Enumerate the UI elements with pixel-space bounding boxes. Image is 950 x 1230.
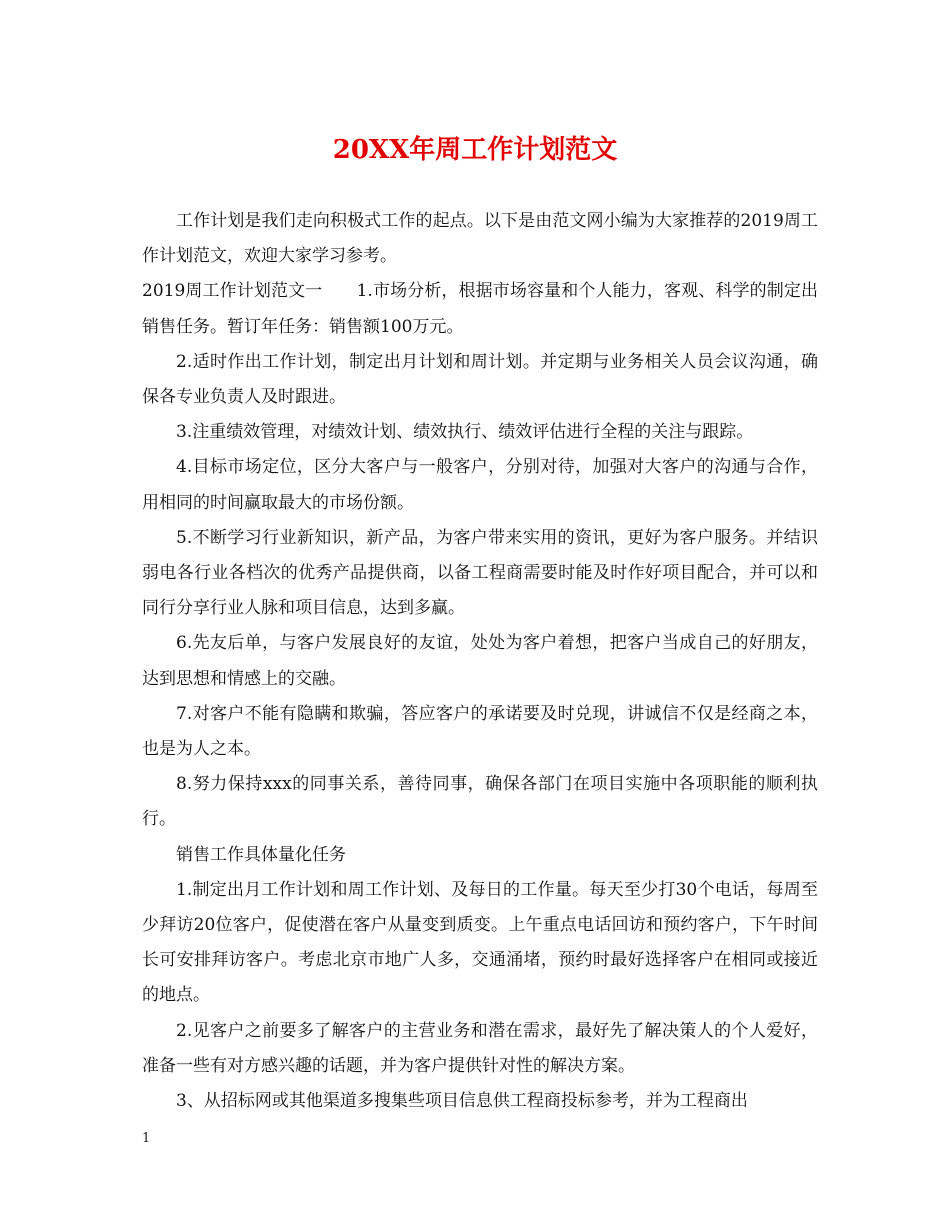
paragraph-item-2: 2.适时作出工作计划，制定出月计划和周计划。并定期与业务相关人员会议沟通，确保各专业负责人及时跟进。 (142, 351, 818, 408)
paragraph-item-4: 4.目标市场定位，区分大客户与一般客户，分别对待，加强对大客户的沟通与合作，用相同的时间赢取最大的市场份额。 (142, 457, 818, 513)
document-body (142, 204, 818, 1119)
document-title: 20XX年周工作计划范文 (332, 135, 618, 165)
paragraph-task-1: 1.制定出月工作计划和周工作计划、及每日的工作量。每天至少打30个电话，每周至少拜访20位客户，促使潜在客户从量变到质变。上午重点电话回访和预约客户，下午时间长可安排拜访客户。考虑北京市地广人多，交通涌堵，预约时最好选择客户在相同或接近的地点。 (142, 879, 818, 1006)
paragraph-task-2: 2.见客户之前要多了解客户的主营业务和潜在需求，最好先了解决策人的个人爱好，准备一些有对方感兴趣的话题，并为客户提供针对性的解决方案。 (142, 1020, 818, 1076)
paragraph-intro: 工作计划是我们走向积极式工作的起点。以下是由范文网小编为大家推荐的2019周工作计划范文，欢迎大家学习参考。 (142, 211, 818, 267)
paragraph-item-1: 2019周工作计划范文一 1.市场分析，根据市场容量和个人能力，客观、科学的制定出销售任务。暂订年任务：销售额100万元。 (142, 281, 818, 337)
page-number: 1 (142, 1131, 151, 1146)
paragraph-item-8: 8.努力保持xxx的同事关系，善待同事，确保各部门在项目实施中各项职能的顺利执行。 (142, 774, 818, 830)
section-heading-sales-tasks: 销售工作具体量化任务 (176, 844, 346, 865)
paragraph-task-3: 3、从招标网或其他渠道多搜集些项目信息供工程商投标参考，并为工程商出 (176, 1091, 748, 1112)
paragraph-item-3: 3.注重绩效管理，对绩效计划、绩效执行、绩效评估进行全程的关注与跟踪。 (176, 422, 754, 443)
paragraph-item-5: 5.不断学习行业新知识，新产品，为客户带来实用的资讯，更好为客户服务。并结识弱电各行业各档次的优秀产品提供商，以备工程商需要时能及时作好项目配合，并可以和同行分享行业人脉和项目信息，达到多赢。 (142, 527, 818, 619)
paragraph-item-6: 6.先友后单，与客户发展良好的友谊，处处为客户着想，把客户当成自己的好朋友，达到思想和情感上的交融。 (142, 633, 818, 689)
paragraph-item-7: 7.对客户不能有隐瞒和欺骗，答应客户的承诺要及时兑现，讲诚信不仅是经商之本，也是为人之本。 (142, 703, 818, 760)
